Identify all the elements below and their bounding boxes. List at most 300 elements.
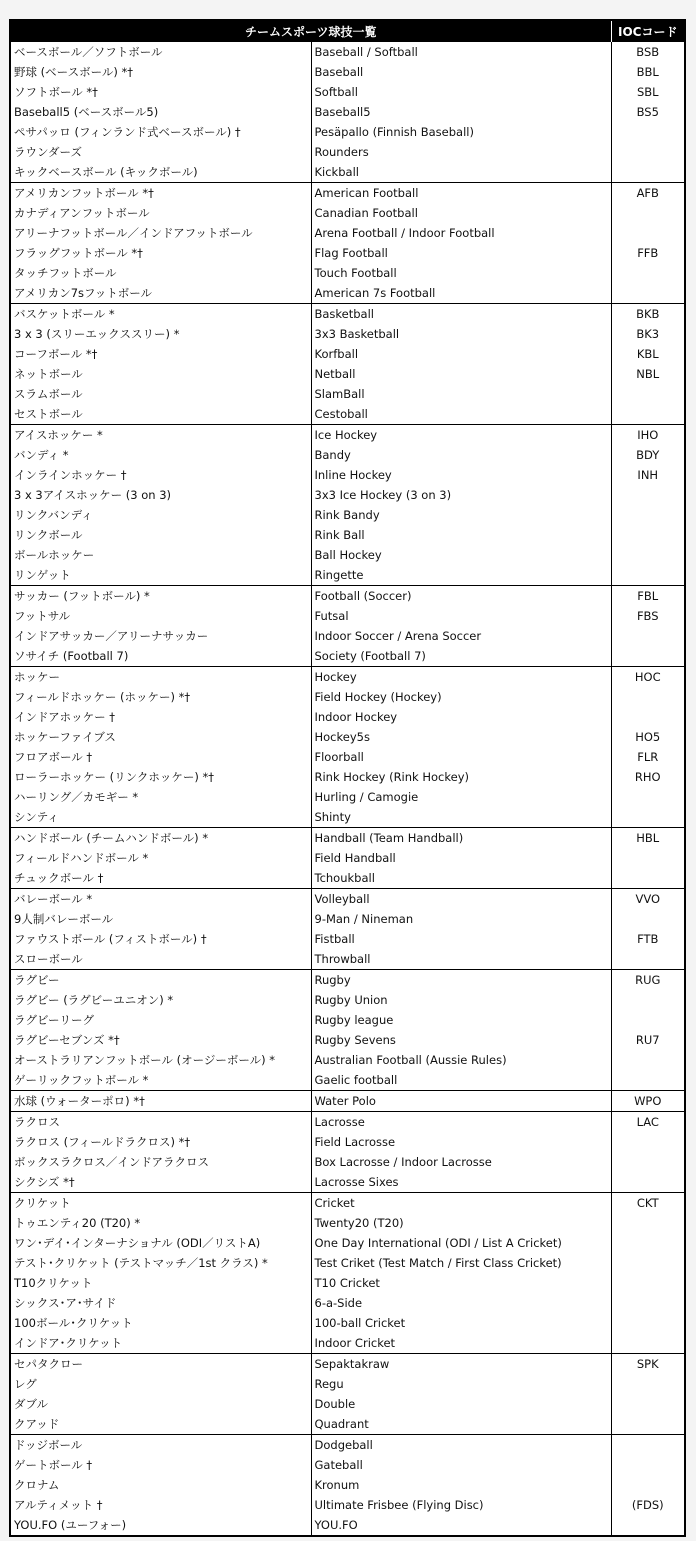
table-row xyxy=(10,929,685,949)
sport-name-ja: ボックスラクロス／インドアラクロス xyxy=(10,1152,311,1172)
table-row xyxy=(10,687,685,707)
ioc-code xyxy=(611,807,685,828)
sport-name-en: YOU.FO xyxy=(311,1515,611,1536)
sport-name-ja: ゲートボール † xyxy=(10,1455,311,1475)
ioc-code xyxy=(611,1435,685,1456)
sport-name-ja: ハーリング／カモギー * xyxy=(10,787,311,807)
table-row xyxy=(10,142,685,162)
ioc-code xyxy=(611,1050,685,1070)
sport-name-ja: ラクロス xyxy=(10,1112,311,1133)
table-row xyxy=(10,1455,685,1475)
sport-name-en: Touch Football xyxy=(311,263,611,283)
table-row xyxy=(10,707,685,727)
table-row xyxy=(10,970,685,991)
sport-name-en: Baseball xyxy=(311,62,611,82)
sport-name-ja: インドアホッケー † xyxy=(10,707,311,727)
sport-name-en: Ringette xyxy=(311,565,611,586)
table-row xyxy=(10,425,685,446)
table-row xyxy=(10,545,685,565)
table-row xyxy=(10,1091,685,1112)
table-row xyxy=(10,848,685,868)
sport-name-en: Gaelic football xyxy=(311,1070,611,1091)
sport-name-ja: ゲーリックフットボール * xyxy=(10,1070,311,1091)
ioc-code xyxy=(611,404,685,425)
ioc-code: KBL xyxy=(636,347,659,361)
table-row xyxy=(10,1374,685,1394)
sport-name-en: Cestoball xyxy=(311,404,611,425)
ioc-code xyxy=(611,707,685,727)
ioc-code: BBL xyxy=(636,65,659,79)
sport-name-ja: Baseball5 (ベースボール5) xyxy=(10,102,311,122)
table-row xyxy=(10,787,685,807)
sport-name-en: Lacrosse xyxy=(311,1112,611,1133)
sport-name-ja: ラグビーセブンズ *† xyxy=(10,1030,311,1050)
sport-name-ja: リンクバンディ xyxy=(10,505,311,525)
sport-name-en: Rugby Sevens xyxy=(311,1030,611,1050)
team-sports-table xyxy=(9,19,686,1537)
sport-name-en: Netball xyxy=(311,364,611,384)
sport-name-ja: トゥエンティ20 (T20) * xyxy=(10,1213,311,1233)
ioc-code: HBL xyxy=(611,828,685,849)
table-row xyxy=(10,384,685,404)
sport-name-en: Test Criket (Test Match / First Class Cricket) xyxy=(311,1253,611,1273)
sport-name-ja: フィールドハンドボール * xyxy=(10,848,311,868)
ioc-code: BK3 xyxy=(636,327,660,341)
ioc-code xyxy=(611,787,685,807)
ioc-code xyxy=(611,1233,685,1253)
sport-name-ja: ボールホッケー xyxy=(10,545,311,565)
sport-name-en: Arena Football / Indoor Football xyxy=(311,223,611,243)
sport-name-en: 9-Man / Nineman xyxy=(311,909,611,929)
sport-name-ja: セパタクロー xyxy=(10,1354,311,1375)
sport-name-en: Hurling / Camogie xyxy=(311,787,611,807)
sport-name-en: Baseball5 xyxy=(311,102,611,122)
sport-name-ja: フットサル xyxy=(10,606,311,626)
sport-name-en: Kickball xyxy=(311,162,611,183)
table-row xyxy=(10,1495,685,1515)
ioc-code xyxy=(611,565,685,586)
table-row xyxy=(10,465,685,485)
sport-name-ja: YOU.FO (ユーフォー) xyxy=(10,1515,311,1536)
sport-name-en: Water Polo xyxy=(311,1091,611,1112)
sport-name-en: Rink Bandy xyxy=(311,505,611,525)
ioc-code xyxy=(611,687,685,707)
table-row xyxy=(10,1313,685,1333)
sport-name-ja: アメリカンフットボール *† xyxy=(10,183,311,204)
table-row xyxy=(10,1273,685,1293)
sport-name-ja: テスト･クリケット (テストマッチ／1st クラス) * xyxy=(10,1253,311,1273)
table-row xyxy=(10,122,685,142)
sport-name-en: 100-ball Cricket xyxy=(311,1313,611,1333)
ioc-code: LAC xyxy=(611,1112,685,1133)
table-row xyxy=(10,747,685,767)
ioc-code: NBL xyxy=(636,367,660,381)
table-row xyxy=(10,1435,685,1456)
ioc-code xyxy=(611,1010,685,1030)
table-row xyxy=(10,667,685,688)
sport-name-en: SlamBall xyxy=(311,384,611,404)
sport-name-en: Tchoukball xyxy=(311,868,611,889)
ioc-code xyxy=(611,142,685,162)
table-row xyxy=(10,1112,685,1133)
ioc-code xyxy=(611,1152,685,1172)
sport-name-ja: ラグビー xyxy=(10,970,311,991)
table-row xyxy=(10,868,685,889)
sport-name-en: 3x3 Ice Hockey (3 on 3) xyxy=(311,485,611,505)
sport-name-ja: シクシズ *† xyxy=(10,1172,311,1193)
sport-name-ja: フロアボール † xyxy=(10,747,311,767)
sport-name-ja: ワン･デイ･インターナショナル (ODI／リストA) xyxy=(10,1233,311,1253)
sport-name-ja: ペサパッロ (フィンランド式ベースボール) † xyxy=(10,122,311,142)
sport-name-ja: カナディアンフットボール xyxy=(10,203,311,223)
sport-name-en: Rugby league xyxy=(311,1010,611,1030)
ioc-code xyxy=(611,626,685,646)
ioc-code: VVO xyxy=(611,889,685,910)
table-row xyxy=(10,1333,685,1354)
sport-name-en: American 7s Football xyxy=(311,283,611,304)
sport-name-ja: チュックボール † xyxy=(10,868,311,889)
table-row xyxy=(10,1354,685,1375)
table-row xyxy=(10,565,685,586)
ioc-code: FTB xyxy=(637,932,659,946)
sport-name-ja: ソサイチ (Football 7) xyxy=(10,646,311,667)
sport-name-en: Football (Soccer) xyxy=(311,586,611,607)
ioc-code xyxy=(611,122,685,142)
sport-name-ja: 3 x 3 (スリーエックススリー) * xyxy=(10,324,311,344)
sport-name-ja: ソフトボール *† xyxy=(10,82,311,102)
ioc-code-header: IOCコード xyxy=(611,20,685,42)
ioc-code xyxy=(611,283,685,304)
sport-name-ja: アメリカン7sフットボール xyxy=(10,283,311,304)
sport-name-en: Field Hockey (Hockey) xyxy=(311,687,611,707)
table-row xyxy=(10,626,685,646)
ioc-code: BKB xyxy=(611,304,685,325)
sport-name-ja: ダブル xyxy=(10,1394,311,1414)
ioc-code xyxy=(611,1070,685,1091)
ioc-code: HOC xyxy=(611,667,685,688)
sport-name-ja: スラムボール xyxy=(10,384,311,404)
sport-name-ja: シンティ xyxy=(10,807,311,828)
ioc-code: SPK xyxy=(611,1354,685,1375)
table-row xyxy=(10,344,685,364)
sport-name-en: Inline Hockey xyxy=(311,465,611,485)
ioc-code xyxy=(611,1273,685,1293)
ioc-code: FFB xyxy=(637,246,659,260)
sport-name-ja: リンゲット xyxy=(10,565,311,586)
sport-name-en: Indoor Cricket xyxy=(311,1333,611,1354)
sport-name-en: Ultimate Frisbee (Flying Disc) xyxy=(311,1495,611,1515)
table-row xyxy=(10,909,685,929)
sport-name-en: Double xyxy=(311,1394,611,1414)
sport-name-en: American Football xyxy=(311,183,611,204)
header-row xyxy=(10,20,685,42)
ioc-code: AFB xyxy=(611,183,685,204)
sport-name-en: Rink Ball xyxy=(311,525,611,545)
sport-name-ja: 水球 (ウォーターポロ) *† xyxy=(10,1091,311,1112)
sport-name-ja: キックベースボール (キックボール) xyxy=(10,162,311,183)
table-row xyxy=(10,243,685,263)
table-row xyxy=(10,283,685,304)
table-row xyxy=(10,1394,685,1414)
ioc-code: IHO xyxy=(611,425,685,446)
sport-name-en: Pesäpallo (Finnish Baseball) xyxy=(311,122,611,142)
sport-name-ja: クロナム xyxy=(10,1475,311,1495)
table-row xyxy=(10,324,685,344)
sport-name-en: Volleyball xyxy=(311,889,611,910)
ioc-code xyxy=(611,1394,685,1414)
sport-name-en: Basketball xyxy=(311,304,611,325)
sport-name-en: Ball Hockey xyxy=(311,545,611,565)
table-row xyxy=(10,223,685,243)
table-body xyxy=(10,42,685,1537)
ioc-code xyxy=(611,848,685,868)
ioc-code xyxy=(611,263,685,283)
sport-name-en: Field Lacrosse xyxy=(311,1132,611,1152)
table-row xyxy=(10,1193,685,1214)
sport-name-en: Twenty20 (T20) xyxy=(311,1213,611,1233)
sport-name-en: Cricket xyxy=(311,1193,611,1214)
sport-name-en: Korfball xyxy=(311,344,611,364)
table-row xyxy=(10,586,685,607)
table-row xyxy=(10,767,685,787)
sport-name-en: Field Handball xyxy=(311,848,611,868)
sport-name-ja: セストボール xyxy=(10,404,311,425)
table-row xyxy=(10,505,685,525)
table-row xyxy=(10,404,685,425)
ioc-code xyxy=(611,646,685,667)
table-row xyxy=(10,1010,685,1030)
sport-name-en: Kronum xyxy=(311,1475,611,1495)
sport-name-en: Floorball xyxy=(311,747,611,767)
sport-name-ja: ラクロス (フィールドラクロス) *† xyxy=(10,1132,311,1152)
table-row xyxy=(10,606,685,626)
table-row xyxy=(10,162,685,183)
sport-name-en: Futsal xyxy=(311,606,611,626)
ioc-code xyxy=(611,990,685,1010)
sport-name-en: Hockey xyxy=(311,667,611,688)
sport-name-ja: ファウストボール (フィストボール) † xyxy=(10,929,311,949)
sport-name-ja: フラッグフットボール *† xyxy=(10,243,311,263)
ioc-code: WPO xyxy=(611,1091,685,1112)
ioc-code: FLR xyxy=(637,750,659,764)
table-row xyxy=(10,263,685,283)
table-row xyxy=(10,646,685,667)
sport-name-ja: コーフボール *† xyxy=(10,344,311,364)
ioc-code xyxy=(611,505,685,525)
ioc-code xyxy=(611,1213,685,1233)
sport-name-ja: ラウンダーズ xyxy=(10,142,311,162)
sport-name-en: Rink Hockey (Rink Hockey) xyxy=(311,767,611,787)
ioc-code xyxy=(611,223,685,243)
sport-name-ja: ドッジボール xyxy=(10,1435,311,1456)
sport-name-ja: クリケット xyxy=(10,1193,311,1214)
sport-name-en: Dodgeball xyxy=(311,1435,611,1456)
table-row xyxy=(10,203,685,223)
sport-name-ja: ラグビーリーグ xyxy=(10,1010,311,1030)
sport-name-en: Australian Football (Aussie Rules) xyxy=(311,1050,611,1070)
ioc-code xyxy=(611,384,685,404)
sport-name-ja: ホッケー xyxy=(10,667,311,688)
table-row xyxy=(10,525,685,545)
ioc-code: HO5 xyxy=(635,730,661,744)
ioc-code: BS5 xyxy=(636,105,659,119)
sport-name-ja: ローラーホッケー (リンクホッケー) *† xyxy=(10,767,311,787)
ioc-code xyxy=(611,1515,685,1536)
table-row xyxy=(10,1132,685,1152)
table-row xyxy=(10,485,685,505)
ioc-code: (FDS) xyxy=(631,1498,664,1512)
table-row xyxy=(10,807,685,828)
sport-name-ja: ベースボール／ソフトボール xyxy=(10,42,311,63)
ioc-code xyxy=(611,868,685,889)
ioc-code xyxy=(611,1374,685,1394)
sport-name-en: T10 Cricket xyxy=(311,1273,611,1293)
sport-name-en: Indoor Soccer / Arena Soccer xyxy=(311,626,611,646)
sport-name-en: Society (Football 7) xyxy=(311,646,611,667)
table-row xyxy=(10,1414,685,1435)
ioc-code xyxy=(611,1455,685,1475)
table-row xyxy=(10,304,685,325)
ioc-code xyxy=(611,162,685,183)
sport-name-ja: バスケットボール * xyxy=(10,304,311,325)
table-row xyxy=(10,1172,685,1193)
ioc-code xyxy=(611,1293,685,1313)
table-row xyxy=(10,82,685,102)
table-row xyxy=(10,1213,685,1233)
sport-name-ja: アイスホッケー * xyxy=(10,425,311,446)
table-row xyxy=(10,1152,685,1172)
sport-name-en: Baseball / Softball xyxy=(311,42,611,63)
sport-name-en: Fistball xyxy=(311,929,611,949)
table-row xyxy=(10,949,685,970)
ioc-code: RUG xyxy=(611,970,685,991)
sport-name-ja: 3 x 3アイスホッケー (3 on 3) xyxy=(10,485,311,505)
ioc-code xyxy=(611,1333,685,1354)
table-row xyxy=(10,102,685,122)
sport-name-en: Box Lacrosse / Indoor Lacrosse xyxy=(311,1152,611,1172)
sport-name-ja: インドア･クリケット xyxy=(10,1333,311,1354)
sport-name-en: Softball xyxy=(311,82,611,102)
sport-name-ja: リンクボール xyxy=(10,525,311,545)
sport-name-ja: ホッケーファイブス xyxy=(10,727,311,747)
sport-name-ja: アルティメット † xyxy=(10,1495,311,1515)
sport-name-ja: 100ボール･クリケット xyxy=(10,1313,311,1333)
sport-name-ja: T10クリケット xyxy=(10,1273,311,1293)
ioc-code: FBL xyxy=(611,586,685,607)
ioc-code: RU7 xyxy=(635,1033,660,1047)
sport-name-ja: シックス･ア･サイド xyxy=(10,1293,311,1313)
table-row xyxy=(10,1233,685,1253)
ioc-code: SBL xyxy=(636,85,659,99)
sport-name-en: Throwball xyxy=(311,949,611,970)
sport-name-ja: 野球 (ベースボール) *† xyxy=(10,62,311,82)
table-row xyxy=(10,1515,685,1536)
sport-name-en: Gateball xyxy=(311,1455,611,1475)
sport-name-en: Quadrant xyxy=(311,1414,611,1435)
sport-name-ja: インドアサッカー／アリーナサッカー xyxy=(10,626,311,646)
table-row xyxy=(10,828,685,849)
ioc-code: CKT xyxy=(611,1193,685,1214)
sport-name-ja: レグ xyxy=(10,1374,311,1394)
sport-name-en: Bandy xyxy=(311,445,611,465)
sport-name-ja: バンディ * xyxy=(10,445,311,465)
table-row xyxy=(10,1253,685,1273)
ioc-code xyxy=(611,525,685,545)
sport-name-ja: クアッド xyxy=(10,1414,311,1435)
table-row xyxy=(10,727,685,747)
sport-name-ja: サッカー (フットボール) * xyxy=(10,586,311,607)
sport-name-ja: インラインホッケー † xyxy=(10,465,311,485)
table-title: チームスポーツ球技一覧 xyxy=(10,20,611,42)
ioc-code xyxy=(611,203,685,223)
table-row xyxy=(10,1030,685,1050)
sport-name-ja: ハンドボール (チームハンドボール) * xyxy=(10,828,311,849)
table-row xyxy=(10,889,685,910)
sport-name-en: Handball (Team Handball) xyxy=(311,828,611,849)
table-row xyxy=(10,1070,685,1091)
sport-name-ja: 9人制バレーボール xyxy=(10,909,311,929)
ioc-code: BSB xyxy=(611,42,685,63)
ioc-code xyxy=(611,1172,685,1193)
ioc-code xyxy=(611,909,685,929)
ioc-code: FBS xyxy=(636,609,659,623)
ioc-code xyxy=(611,1253,685,1273)
sport-name-en: 3x3 Basketball xyxy=(311,324,611,344)
table-row xyxy=(10,364,685,384)
ioc-code xyxy=(611,545,685,565)
table-row xyxy=(10,445,685,465)
sport-name-en: Rugby xyxy=(311,970,611,991)
table-row xyxy=(10,990,685,1010)
sport-name-en: Canadian Football xyxy=(311,203,611,223)
sport-name-en: One Day International (ODI / List A Cricket) xyxy=(311,1233,611,1253)
sport-name-en: Hockey5s xyxy=(311,727,611,747)
sport-name-ja: バレーボール * xyxy=(10,889,311,910)
sport-name-en: 6-a-Side xyxy=(311,1293,611,1313)
sport-name-en: Indoor Hockey xyxy=(311,707,611,727)
sport-name-en: Sepaktakraw xyxy=(311,1354,611,1375)
sport-name-en: Rounders xyxy=(311,142,611,162)
ioc-code: RHO xyxy=(634,770,661,784)
ioc-code xyxy=(611,1475,685,1495)
ioc-code xyxy=(611,1132,685,1152)
sport-name-en: Shinty xyxy=(311,807,611,828)
ioc-code xyxy=(611,1313,685,1333)
table-row xyxy=(10,62,685,82)
table-row xyxy=(10,1475,685,1495)
sport-name-ja: フィールドホッケー (ホッケー) *† xyxy=(10,687,311,707)
sport-name-en: Rugby Union xyxy=(311,990,611,1010)
sport-name-ja: ラグビー (ラグビーユニオン) * xyxy=(10,990,311,1010)
table-row xyxy=(10,1050,685,1070)
table-row xyxy=(10,1293,685,1313)
sport-name-ja: ネットボール xyxy=(10,364,311,384)
table-row xyxy=(10,183,685,204)
sport-name-en: Ice Hockey xyxy=(311,425,611,446)
sport-name-en: Lacrosse Sixes xyxy=(311,1172,611,1193)
table-row xyxy=(10,42,685,63)
sport-name-en: Regu xyxy=(311,1374,611,1394)
sport-name-en: Flag Football xyxy=(311,243,611,263)
sport-name-ja: アリーナフットボール／インドアフットボール xyxy=(10,223,311,243)
sport-name-ja: オーストラリアンフットボール (オージーボール) * xyxy=(10,1050,311,1070)
ioc-code xyxy=(611,485,685,505)
ioc-code xyxy=(611,1414,685,1435)
sport-name-ja: タッチフットボール xyxy=(10,263,311,283)
sport-name-ja: スローボール xyxy=(10,949,311,970)
ioc-code xyxy=(611,949,685,970)
ioc-code: BDY xyxy=(636,448,660,462)
